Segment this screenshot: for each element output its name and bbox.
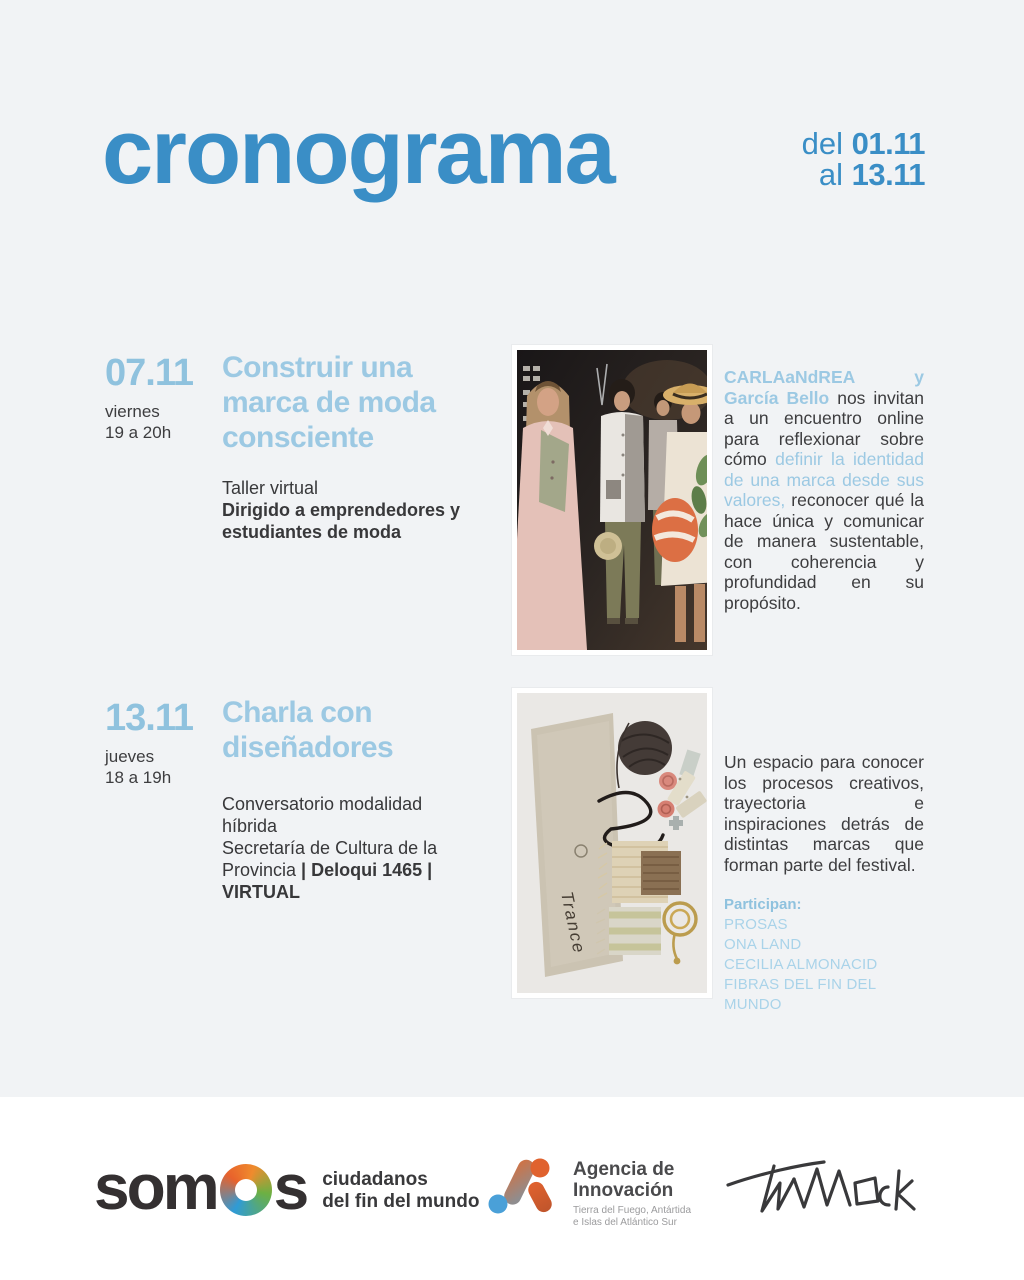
event-1-time: 19 a 20h [105, 423, 172, 442]
event-1-paragraph: CARLAaNdREA y García Bello nos invitan a un encuentro online para reflexionar sobre cómo definir la identidad de una marca desde sus valores, reconocer qué la hace única y comunicar de manera sustentable, con coherencia y profundidad en su propósito. [724, 367, 925, 613]
highlight-names: CARLAaNdREA y García Bello [724, 367, 924, 408]
somos-wordmark: som s [94, 1151, 307, 1223]
event-2-time: 18 a 19h [105, 768, 172, 787]
somos-logo [94, 1150, 479, 1224]
agencia-text [573, 1159, 691, 1229]
event-2-date-block [105, 697, 217, 788]
agencia-name: Agencia de Innovación [573, 1159, 675, 1201]
textile-flatlay-photo [512, 688, 712, 998]
event-2-details [222, 793, 482, 903]
agencia-subtitle: Tierra del Fuego, Antártida e Islas del Atlántico Sur [573, 1205, 692, 1228]
event-1-description [724, 367, 924, 613]
event-1-format: Taller virtual [222, 478, 319, 498]
event-1-date-block [105, 352, 217, 443]
event-2-description [724, 752, 924, 1015]
event-1-details [222, 477, 482, 543]
highlight-phrase: definir la identidad de una marca desde sus valores, [724, 449, 925, 510]
event-1-title: Construir una marca de moda consciente [222, 351, 436, 454]
event-1-audience: Dirigido a emprendedores y estudiantes de moda [222, 500, 461, 542]
event-2-title: Charla con diseñadores [222, 696, 394, 764]
event-1-main [222, 350, 482, 543]
agencia-innovacion-logo [487, 1153, 691, 1229]
event-2-day: jueves [105, 747, 155, 766]
runway-photo-illustration [517, 350, 707, 650]
textile-flatlay-illustration [517, 693, 707, 993]
cloth-label: Trance [557, 889, 589, 957]
date-range [700, 128, 925, 190]
event-1-date: 07.11 [105, 352, 193, 394]
somos-o-swirl-icon [220, 1164, 272, 1216]
participants-label: Participan: [724, 896, 802, 913]
event-2-date: 13.11 [105, 697, 193, 739]
tussock-logo [722, 1147, 922, 1232]
event-1-day: viernes [105, 402, 160, 421]
event-2-paragraph: Un espacio para conocer los procesos creativos, trayectoria e inspiraciones detrás de distintas marcas que forman parte del festival. [724, 752, 924, 875]
participant-item: FIBRAS DEL FIN DEL MUNDO [724, 976, 876, 1013]
somos-tagline: ciudadanos del fin del mundo [322, 1169, 480, 1212]
participant-item: CECILIA ALMONACID [724, 956, 878, 973]
participant-item: ONA LAND [724, 936, 802, 953]
participant-item: PROSAS [724, 916, 788, 933]
participants-block [724, 895, 924, 1015]
event-2-format: Conversatorio modalidad híbrida [222, 794, 423, 836]
agencia-mark-icon [487, 1153, 559, 1223]
date-range-from: del 01.11 [801, 126, 925, 161]
tussock-scribble-icon [722, 1147, 922, 1227]
page-title: cronograma [102, 101, 614, 203]
date-range-to: al 13.11 [818, 157, 925, 192]
event-2-main [222, 695, 482, 903]
runway-models-photo [512, 345, 712, 655]
event-2-venue: Secretaría de Cultura de la Provincia | Deloqui 1465 | VIRTUAL [222, 838, 438, 902]
